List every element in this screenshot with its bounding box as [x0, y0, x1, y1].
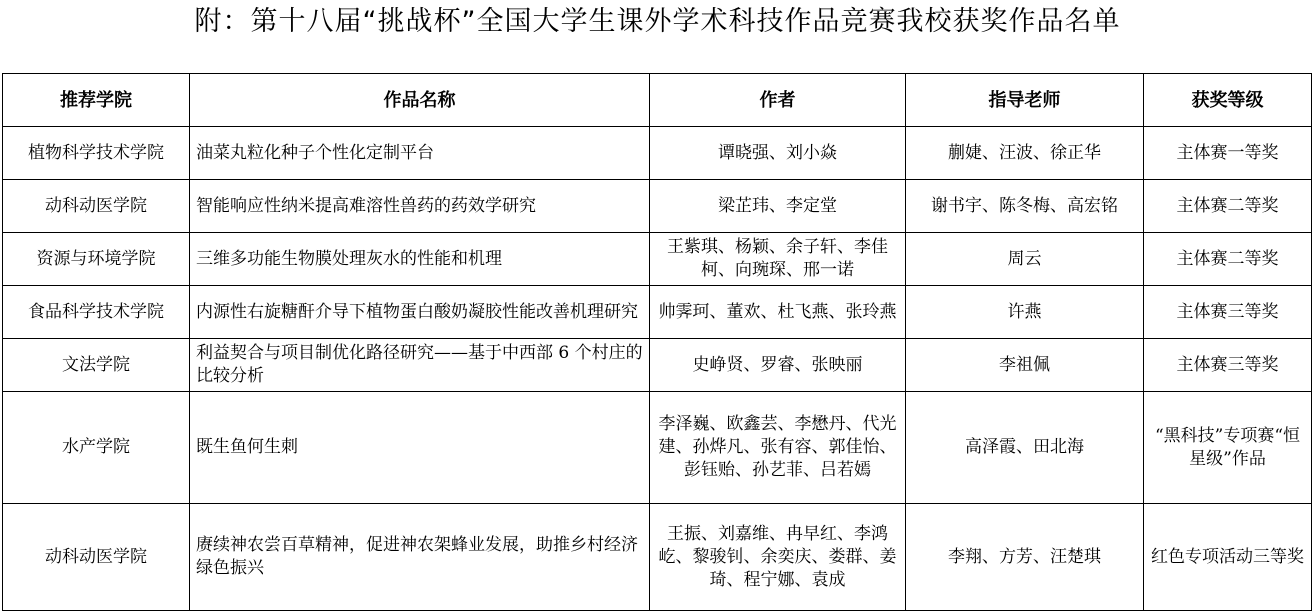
column-header-award: 获奖等级: [1144, 74, 1312, 127]
award-cell: 主体赛二等奖: [1144, 233, 1312, 286]
table-row: [3, 339, 1312, 392]
award-cell: “黑科技”专项赛“恒星级”作品: [1144, 392, 1312, 504]
authors-cell: 王振、刘嘉维、冉早红、李鸿屹、黎骏钊、余奕庆、娄群、姜琦、程宁娜、袁成: [650, 504, 906, 611]
award-cell: 主体赛三等奖: [1144, 339, 1312, 392]
table-row: [3, 233, 1312, 286]
authors-cell: 王紫琪、杨颖、余子轩、李佳柯、向琬琛、邢一诺: [650, 233, 906, 286]
column-header-work: 作品名称: [190, 74, 650, 127]
page-title: 附：第十八届“挑战杯”全国大学生课外学术科技作品竞赛我校获奖作品名单: [194, 6, 1121, 37]
column-header-authors: 作者: [650, 74, 906, 127]
work-title-cell: 赓续神农尝百草精神，促进神农架蜂业发展，助推乡村经济绿色振兴: [190, 504, 650, 611]
advisors-cell: 高泽霞、田北海: [906, 392, 1144, 504]
college-cell: 水产学院: [3, 392, 190, 504]
table-header-row: [3, 74, 1312, 127]
college-cell: 文法学院: [3, 339, 190, 392]
authors-cell: 梁芷玮、李定堂: [650, 180, 906, 233]
award-cell: 主体赛三等奖: [1144, 286, 1312, 339]
column-header-college: 推荐学院: [3, 74, 190, 127]
award-table: [2, 73, 1312, 611]
advisors-cell: 许燕: [906, 286, 1144, 339]
college-cell: 资源与环境学院: [3, 233, 190, 286]
college-cell: 食品科学技术学院: [3, 286, 190, 339]
work-title-cell: 智能响应性纳米提高难溶性兽药的药效学研究: [190, 180, 650, 233]
college-cell: 动科动医学院: [3, 504, 190, 611]
table-row: [3, 127, 1312, 180]
table-row: [3, 392, 1312, 504]
advisors-cell: 李翔、方芳、汪楚琪: [906, 504, 1144, 611]
column-header-advisors: 指导老师: [906, 74, 1144, 127]
advisors-cell: 周云: [906, 233, 1144, 286]
work-title-cell: 利益契合与项目制优化路径研究——基于中西部 6 个村庄的比较分析: [190, 339, 650, 392]
authors-cell: 李泽巍、欧鑫芸、李懋丹、代光建、孙烨凡、张有容、郭佳怡、彭钰贻、孙艺菲、吕若嫣: [650, 392, 906, 504]
award-cell: 主体赛一等奖: [1144, 127, 1312, 180]
authors-cell: 帅霁珂、董欢、杜飞燕、张玲燕: [650, 286, 906, 339]
table-row: [3, 504, 1312, 611]
work-title-cell: 内源性右旋糖酐介导下植物蛋白酸奶凝胶性能改善机理研究: [190, 286, 650, 339]
work-title-cell: 油菜丸粒化种子个性化定制平台: [190, 127, 650, 180]
authors-cell: 谭晓强、刘小焱: [650, 127, 906, 180]
work-title-cell: 三维多功能生物膜处理灰水的性能和机理: [190, 233, 650, 286]
award-cell: 红色专项活动三等奖: [1144, 504, 1312, 611]
advisors-cell: 蒯婕、汪波、徐正华: [906, 127, 1144, 180]
award-cell: 主体赛二等奖: [1144, 180, 1312, 233]
advisors-cell: 李祖佩: [906, 339, 1144, 392]
table-row: [3, 286, 1312, 339]
advisors-cell: 谢书宇、陈冬梅、高宏铭: [906, 180, 1144, 233]
table-row: [3, 180, 1312, 233]
college-cell: 动科动医学院: [3, 180, 190, 233]
work-title-cell: 既生鱼何生刺: [190, 392, 650, 504]
authors-cell: 史峥贤、罗睿、张映丽: [650, 339, 906, 392]
college-cell: 植物科学技术学院: [3, 127, 190, 180]
